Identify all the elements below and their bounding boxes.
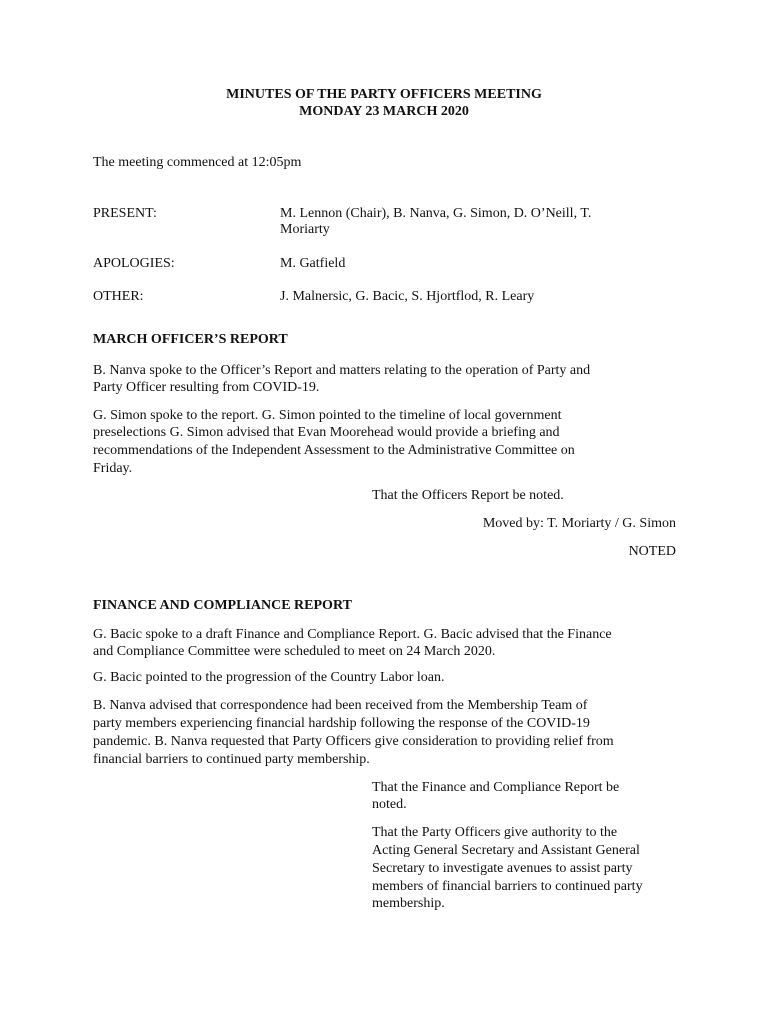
finance-resolution2-line3: Secretary to investigate avenues to assist party (372, 861, 633, 876)
present-value-line1: M. Lennon (Chair), B. Nanva, G. Simon, D. O’Neill, T. (280, 206, 592, 221)
officers-report-para1-line1: B. Nanva spoke to the Officer’s Report and matters relating to the operation of Party and (93, 363, 591, 378)
finance-report-para3-line4: financial barriers to continued party membership. (93, 752, 370, 767)
officers-report-para2-line3: recommendations of the Independent Assessment to the Administrative Committee on (93, 443, 575, 458)
meeting-date: MONDAY 23 MARCH 2020 (299, 104, 469, 119)
finance-report-para3-line2: party members experiencing financial hardship following the response of the COVID-19 (93, 716, 590, 731)
document-title: MINUTES OF THE PARTY OFFICERS MEETING (226, 87, 542, 102)
finance-report-para1-line2: and Compliance Committee were scheduled to meet on 24 March 2020. (93, 644, 496, 659)
finance-resolution2-line2: Acting General Secretary and Assistant General (372, 843, 640, 858)
apologies-value: M. Gatfield (280, 256, 346, 271)
finance-report-heading: FINANCE AND COMPLIANCE REPORT (93, 598, 352, 613)
officers-report-outcome: NOTED (628, 544, 676, 559)
officers-report-resolution: That the Officers Report be noted. (372, 488, 564, 503)
finance-resolution1-line1: That the Finance and Compliance Report be (372, 780, 620, 795)
other-label: OTHER: (93, 289, 144, 304)
officers-report-heading: MARCH OFFICER’S REPORT (93, 332, 288, 347)
finance-report-para2-line1: G. Bacic pointed to the progression of the Country Labor loan. (93, 670, 445, 685)
finance-report-para3-line3: pandemic. B. Nanva requested that Party Officers give consideration to providing relief from (93, 734, 614, 749)
present-value-line2: Moriarty (280, 222, 330, 237)
officers-report-para1-line2: Party Officer resulting from COVID-19. (93, 380, 320, 395)
officers-report-para2-line4: Friday. (93, 461, 133, 476)
finance-resolution2-line5: membership. (372, 896, 445, 911)
finance-report-para3-line1: B. Nanva advised that correspondence had been received from the Membership Team of (93, 698, 588, 713)
finance-resolution1-line2: noted. (372, 797, 407, 812)
present-label: PRESENT: (93, 206, 157, 221)
other-value: J. Malnersic, G. Bacic, S. Hjortflod, R. Leary (280, 289, 535, 304)
finance-resolution2-line1: That the Party Officers give authority to the (372, 825, 618, 840)
apologies-label: APOLOGIES: (93, 256, 175, 271)
meeting-commenced: The meeting commenced at 12:05pm (93, 155, 302, 170)
officers-report-para2-line1: G. Simon spoke to the report. G. Simon pointed to the timeline of local government (93, 408, 562, 423)
officers-report-para2-line2: preselections G. Simon advised that Evan Moorehead would provide a briefing and (93, 425, 560, 440)
finance-report-para1-line1: G. Bacic spoke to a draft Finance and Compliance Report. G. Bacic advised that the Finance (93, 627, 612, 642)
moved-by: Moved by: T. Moriarty / G. Simon (482, 516, 676, 531)
finance-resolution2-line4: members of financial barriers to continued party (372, 879, 643, 894)
